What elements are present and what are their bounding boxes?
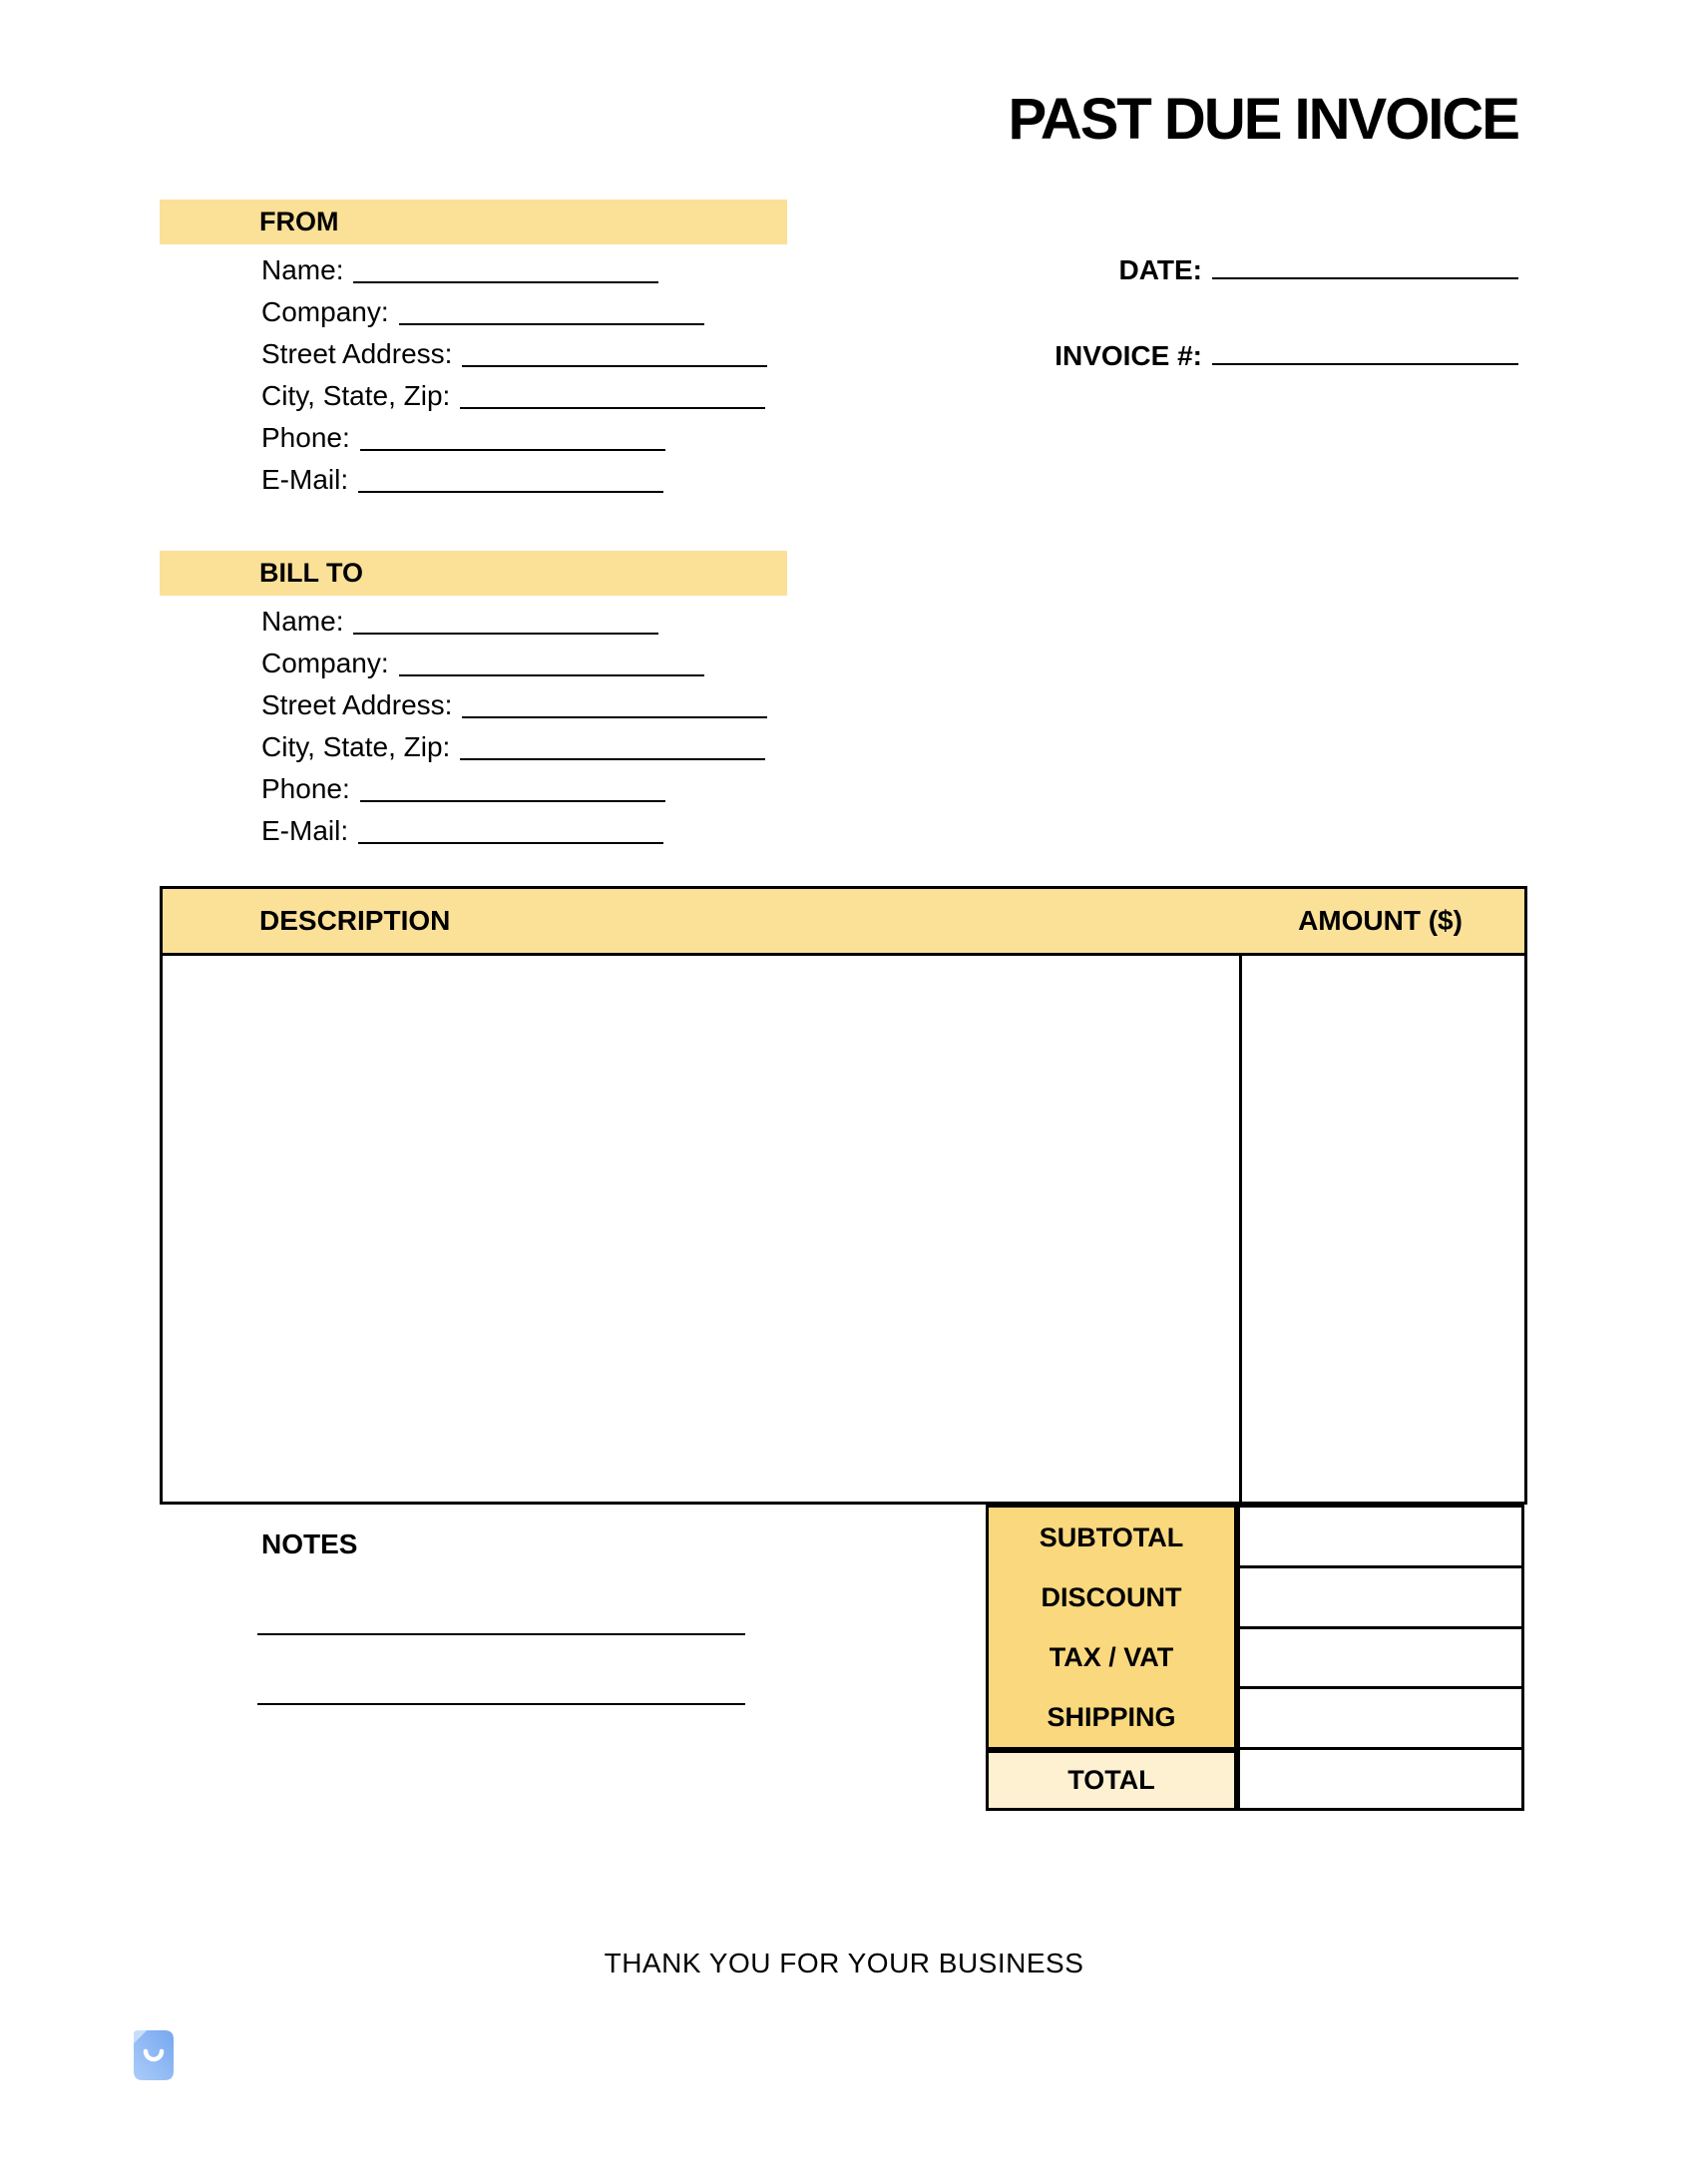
total-value-cell[interactable]	[1240, 1750, 1521, 1808]
discount-value-cell[interactable]	[1240, 1568, 1521, 1629]
bill-to-street-label: Street Address:	[261, 689, 453, 720]
from-section-header: FROM	[160, 200, 787, 244]
shipping-value-cell[interactable]	[1240, 1689, 1521, 1750]
bill-to-phone-blank[interactable]	[360, 792, 665, 802]
from-name-label: Name:	[261, 254, 344, 285]
tax-vat-label: TAX / VAT	[1049, 1641, 1174, 1672]
tax-vat-value-cell[interactable]	[1240, 1629, 1521, 1690]
bill-to-city-blank[interactable]	[460, 750, 765, 760]
items-table-header	[163, 889, 1524, 956]
amount-entry-area[interactable]	[1239, 956, 1524, 1502]
from-company-row	[261, 291, 767, 333]
bill-to-phone-row	[261, 768, 767, 810]
from-city-row	[261, 375, 767, 417]
bill-to-city-row	[261, 726, 767, 768]
from-name-row	[261, 249, 767, 291]
from-email-row	[261, 459, 767, 501]
bill-to-section-header: BILL TO	[160, 551, 787, 596]
bill-to-phone-label: Phone:	[261, 773, 350, 804]
from-street-label: Street Address:	[261, 338, 453, 369]
bill-to-company-blank[interactable]	[399, 666, 704, 676]
subtotal-label: SUBTOTAL	[1039, 1522, 1184, 1552]
notes-line-blank[interactable]	[257, 1633, 745, 1635]
column-divider	[1239, 956, 1242, 1502]
date-value-blank[interactable]	[1212, 269, 1518, 279]
invoice-number-label: INVOICE #:	[1055, 340, 1202, 371]
bill-to-name-label: Name:	[261, 606, 344, 637]
bill-to-company-row	[261, 643, 767, 684]
from-email-label: E-Mail:	[261, 464, 349, 495]
from-phone-blank[interactable]	[360, 441, 665, 451]
from-fields	[261, 249, 767, 501]
total-label: TOTAL	[986, 1750, 1237, 1811]
bill-to-name-row	[261, 601, 767, 643]
description-column-header: DESCRIPTION	[259, 905, 451, 936]
from-company-blank[interactable]	[399, 315, 704, 325]
from-city-label: City, State, Zip:	[261, 380, 451, 411]
amount-column-header: AMOUNT ($)	[1298, 905, 1463, 936]
subtotal-value-cell[interactable]	[1240, 1508, 1521, 1568]
date-label: DATE:	[1118, 254, 1202, 285]
items-table	[160, 886, 1527, 1505]
bill-to-email-blank[interactable]	[358, 834, 663, 844]
bill-to-street-row	[261, 684, 767, 726]
description-entry-area[interactable]	[163, 956, 1239, 1502]
bill-to-city-label: City, State, Zip:	[261, 731, 451, 762]
date-row	[1119, 249, 1518, 291]
notes-line-blank[interactable]	[257, 1703, 745, 1705]
totals-values-column	[1237, 1505, 1524, 1811]
notes-header: NOTES	[261, 1529, 358, 1559]
from-street-blank[interactable]	[462, 357, 767, 367]
thank-you-message: THANK YOU FOR YOUR BUSINESS	[604, 1948, 1084, 1978]
from-company-label: Company:	[261, 296, 389, 327]
bill-to-name-blank[interactable]	[353, 625, 658, 635]
shipping-label: SHIPPING	[1047, 1701, 1176, 1732]
from-phone-label: Phone:	[261, 422, 350, 453]
bill-to-fields	[261, 601, 767, 852]
invoice-number-value-blank[interactable]	[1212, 355, 1518, 365]
bill-to-email-row	[261, 810, 767, 852]
discount-label: DISCOUNT	[1041, 1581, 1182, 1612]
totals-labels-block	[986, 1505, 1237, 1750]
totals-table	[986, 1505, 1524, 1811]
bill-to-company-label: Company:	[261, 648, 389, 678]
bill-to-email-label: E-Mail:	[261, 815, 349, 846]
invoice-number-row	[1055, 335, 1518, 377]
from-email-blank[interactable]	[358, 483, 663, 493]
from-phone-row	[261, 417, 767, 459]
from-name-blank[interactable]	[353, 273, 658, 283]
document-smile-icon	[134, 2030, 174, 2080]
page-title: PAST DUE INVOICE	[1008, 87, 1518, 152]
from-city-blank[interactable]	[460, 399, 765, 409]
from-street-row	[261, 333, 767, 375]
bill-to-street-blank[interactable]	[462, 708, 767, 718]
